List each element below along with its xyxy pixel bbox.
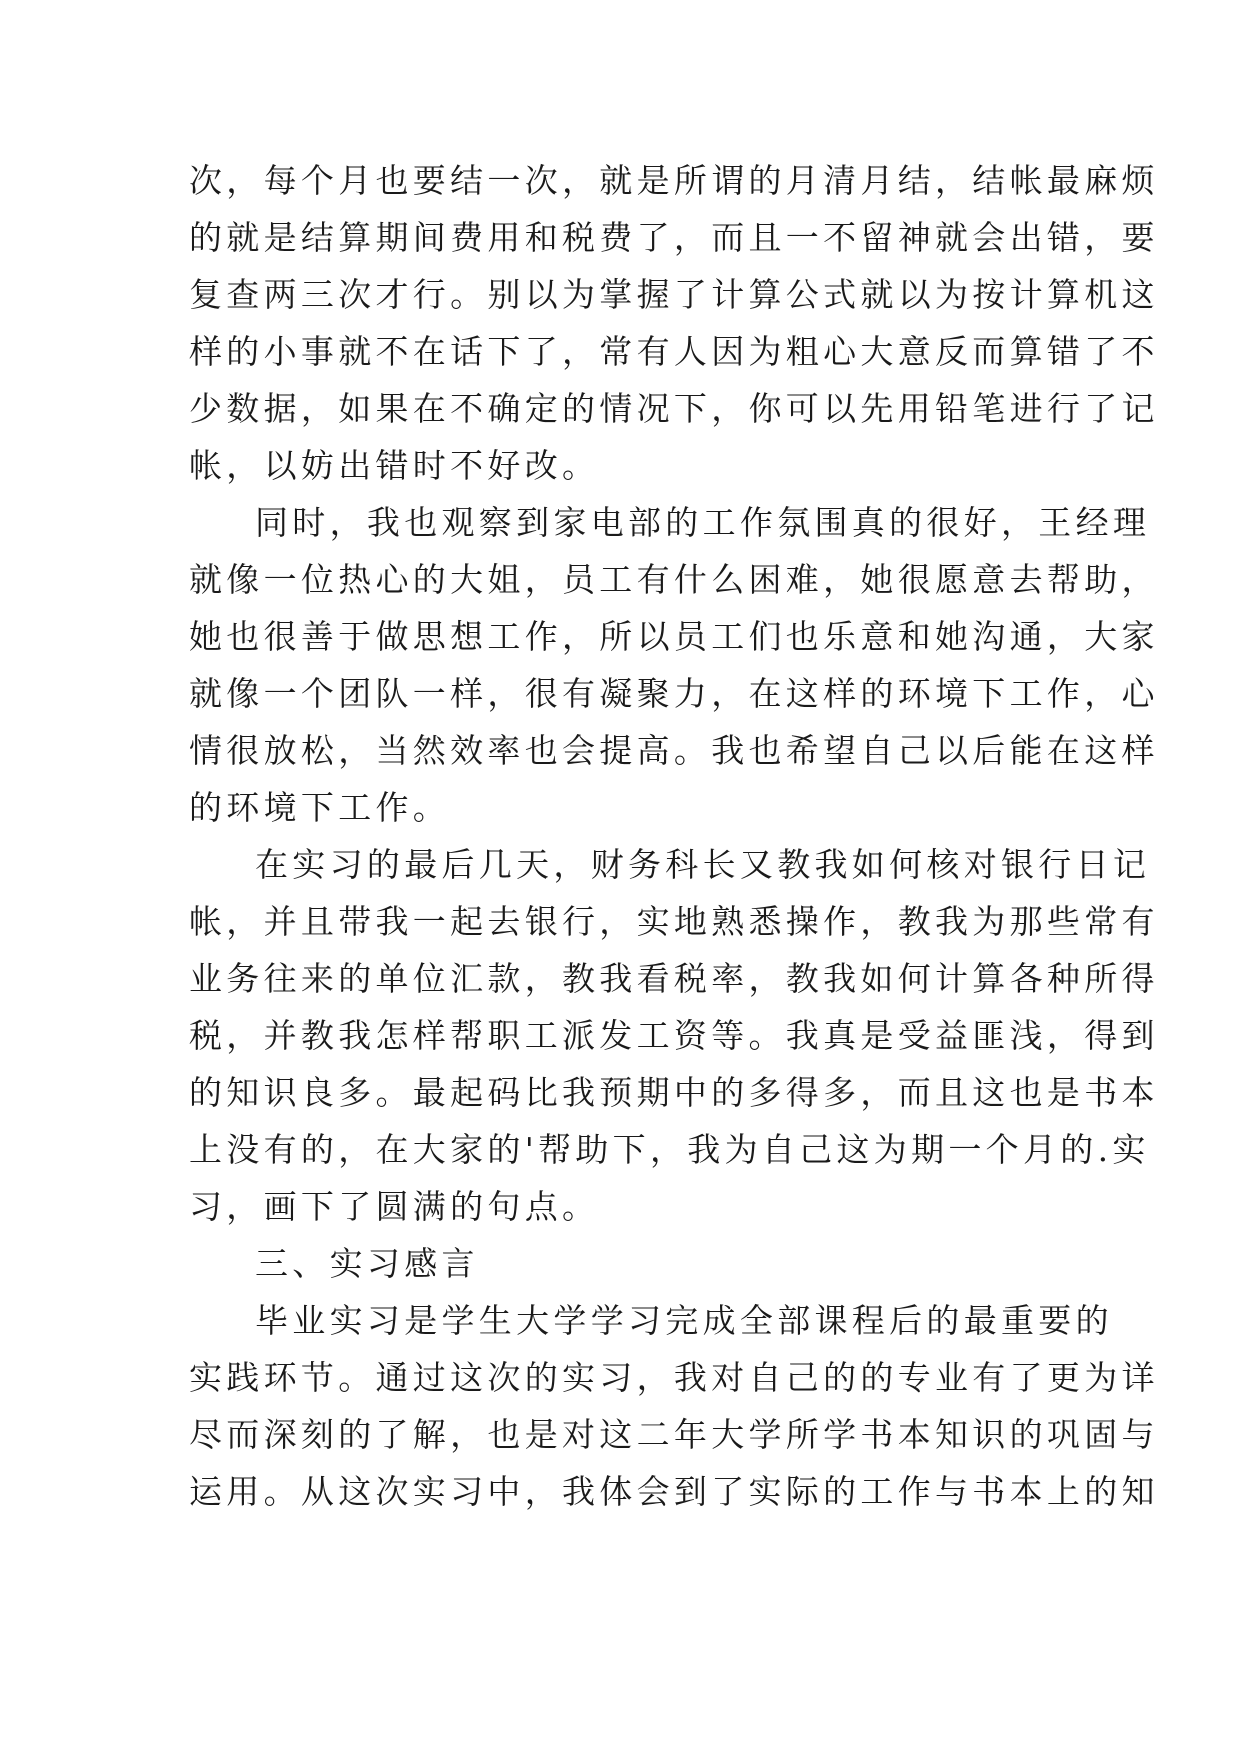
section-heading: 三、实习感言: [255, 1244, 479, 1283]
text-line: 上没有的，在大家的'帮助下，我为自己这为期一个月的.实: [189, 1130, 1150, 1169]
text-line: 次，每个月也要结一次，就是所谓的月清月结，结帐最麻烦: [189, 161, 1159, 200]
text-line: 就像一位热心的大姐，员工有什么困难，她很愿意去帮助，: [189, 560, 1159, 599]
text-line: 复查两三次才行。别以为掌握了计算公式就以为按计算机这: [189, 275, 1159, 314]
text-line: 帐，以妨出错时不好改。: [189, 446, 600, 485]
text-line: 少数据，如果在不确定的情况下，你可以先用铅笔进行了记: [189, 389, 1159, 428]
text-line: 习，画下了圆满的句点。: [189, 1187, 600, 1226]
text-line: 帐，并且带我一起去银行，实地熟悉操作，教我为那些常有: [189, 902, 1159, 941]
text-line: 的环境下工作。: [189, 788, 451, 827]
text-line: 运用。从这次实习中，我体会到了实际的工作与书本上的知: [189, 1472, 1159, 1511]
paragraph-first-line: 毕业实习是学生大学学习完成全部课程后的最重要的: [255, 1301, 1113, 1340]
text-line: 税，并教我怎样帮职工派发工资等。我真是受益匪浅，得到: [189, 1016, 1159, 1055]
paragraph-first-line: 同时，我也观察到家电部的工作氛围真的很好，王经理: [255, 503, 1151, 542]
paragraph-first-line: 在实习的最后几天，财务科长又教我如何核对银行日记: [255, 845, 1151, 884]
text-line: 业务往来的单位汇款，教我看税率，教我如何计算各种所得: [189, 959, 1159, 998]
text-line: 实践环节。通过这次的实习，我对自己的的专业有了更为详: [189, 1358, 1159, 1397]
text-line: 情很放松，当然效率也会提高。我也希望自己以后能在这样: [189, 731, 1159, 770]
text-line: 的就是结算期间费用和税费了，而且一不留神就会出错，要: [189, 218, 1159, 257]
text-line: 她也很善于做思想工作，所以员工们也乐意和她沟通，大家: [189, 617, 1159, 656]
text-line: 样的小事就不在话下了，常有人因为粗心大意反而算错了不: [189, 332, 1159, 371]
text-line: 的知识良多。最起码比我预期中的多得多，而且这也是书本: [189, 1073, 1159, 1112]
text-line: 就像一个团队一样，很有凝聚力，在这样的环境下工作，心: [189, 674, 1159, 713]
text-line: 尽而深刻的了解，也是对这二年大学所学书本知识的巩固与: [189, 1415, 1159, 1454]
